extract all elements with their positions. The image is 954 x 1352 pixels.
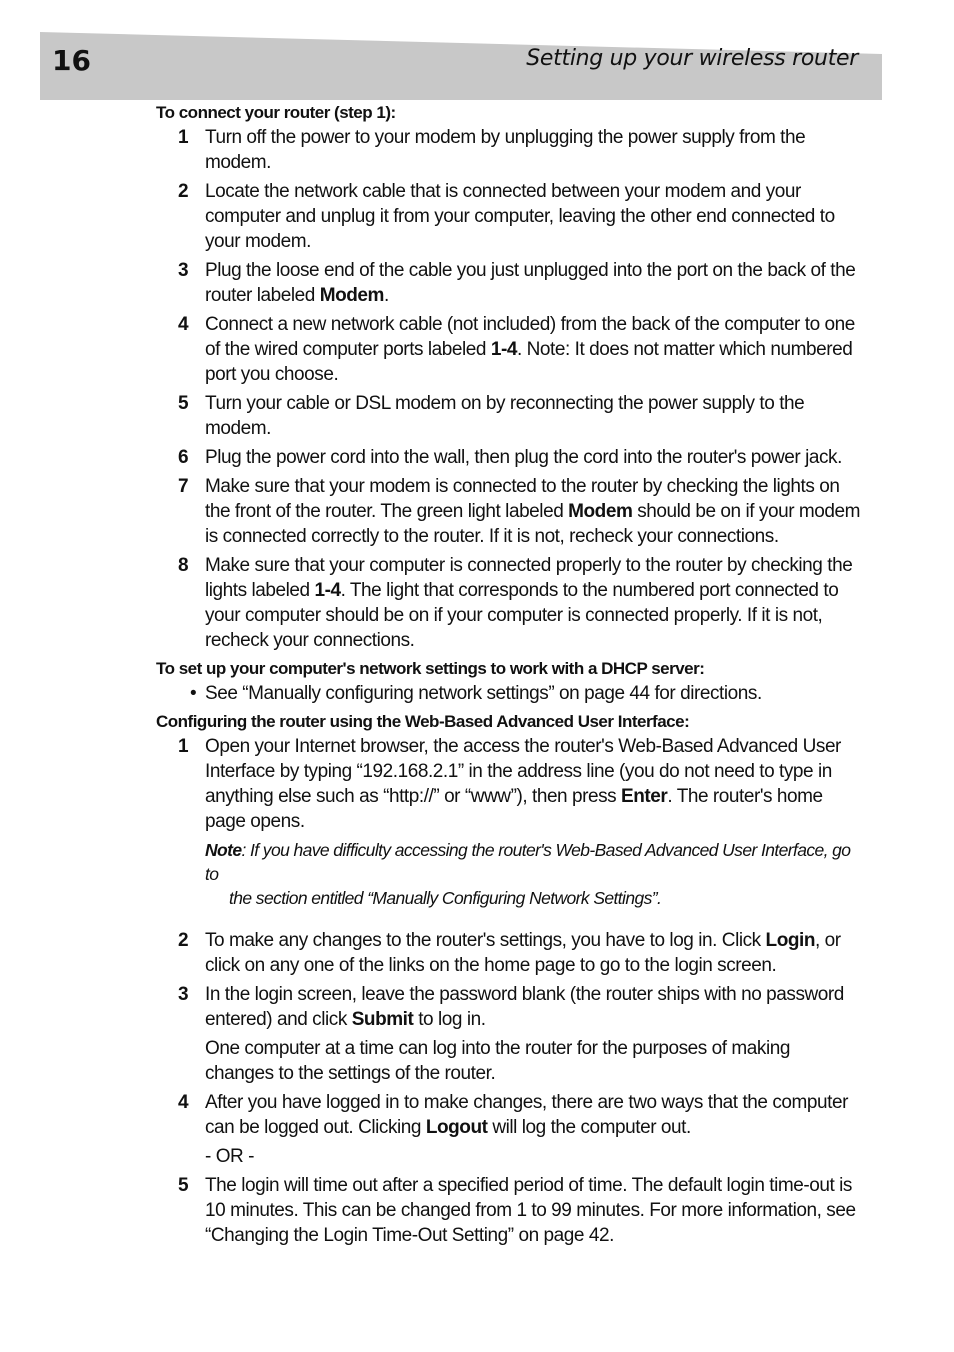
step-text: Make sure that your computer is connected properly to the router by checking the lights labeled <box>205 555 853 601</box>
step-text-end: . Note: It does not matter which numbered port you choose. <box>205 339 853 385</box>
note-block <box>156 838 860 910</box>
step-bold-term: Logout <box>425 1117 488 1138</box>
configure-step <box>156 1090 860 1140</box>
configure-step <box>156 928 860 978</box>
step-bold-term: Enter <box>621 786 668 807</box>
step-bold-term: Modem <box>319 285 384 306</box>
note-text: : If you have difficulty accessing the router's Web-Based Advanced User Interface, go to <box>205 840 851 884</box>
step-number: 5 <box>178 393 189 414</box>
configure-step <box>156 982 860 1032</box>
step-text: Connect a new network cable (not included) from the back of the computer to one of the wired computer ports labeled <box>205 314 855 360</box>
configure-step <box>156 734 860 834</box>
step-bold-term: 1-4 <box>314 580 341 601</box>
step-number: 3 <box>178 984 189 1005</box>
step-text-end: will log the computer out. <box>487 1117 691 1138</box>
step-text: Turn off the power to your modem by unplugging the power supply from the modem. <box>205 127 806 173</box>
step-text: To make any changes to the router's settings, you have to log in. Click <box>205 930 766 951</box>
section-heading-configure: Configuring the router using the Web-Based Advanced User Interface: <box>156 712 690 731</box>
step-number: 5 <box>178 1175 189 1196</box>
step-bold-term: Modem <box>568 501 633 522</box>
bullet-text: See “Manually configuring network settings” on page 44 for directions. <box>205 683 762 704</box>
step-text: The login will time out after a specified period of time. The default login time-out is 10 minutes. This can be changed from 1 to 99 minutes. For more information, see “Changing the Login Time-Out Setting” on page 42. <box>205 1175 856 1246</box>
step-text: Make sure that your modem is connected to the router by checking the lights on the front of the router. The green light labeled <box>205 476 840 522</box>
connect-step <box>156 553 860 653</box>
step-number: 6 <box>178 447 189 468</box>
step-text: In the login screen, leave the password blank (the router ships with no password entered) and click <box>205 984 844 1030</box>
section-heading-connect: To connect your router (step 1): <box>156 103 396 122</box>
step-text-end: should be on if your modem is connected correctly to the router. If it is not, recheck your connections. <box>205 501 861 547</box>
step-text: Turn your cable or DSL modem on by reconnecting the power supply to the modem. <box>205 393 805 439</box>
step-number: 8 <box>178 555 189 576</box>
section-heading-dhcp: To set up your computer's network settings to work with a DHCP server: <box>156 659 705 678</box>
step-text-end: , or click on any one of the links on the home page to go to the login screen. <box>205 930 841 976</box>
step-number: 1 <box>178 127 189 148</box>
step-number: 7 <box>178 476 189 497</box>
note-label: Note <box>205 840 242 860</box>
bullet-glyph: • <box>190 683 197 704</box>
configure-step <box>156 1173 860 1248</box>
step-text: Plug the loose end of the cable you just unplugged into the port on the back of the router labeled <box>205 260 856 306</box>
step-text: Plug the power cord into the wall, then plug the cord into the router's power jack. <box>205 447 842 468</box>
step-number: 3 <box>178 260 189 281</box>
connect-step <box>156 445 860 470</box>
connect-step <box>156 179 860 254</box>
dhcp-bullet-item <box>156 681 860 706</box>
step-number: 2 <box>178 181 189 202</box>
step-text: After you have logged in to make changes, there are two ways that the computer can be logged out. Clicking <box>205 1092 848 1138</box>
step-number: 1 <box>178 736 189 757</box>
page-content <box>156 101 860 1252</box>
step-number: 4 <box>178 1092 189 1113</box>
connect-step <box>156 312 860 387</box>
step-text-end: . The router's home page opens. <box>205 786 823 832</box>
step-bold-term: Submit <box>351 1009 414 1030</box>
step-text-end: . <box>383 285 389 306</box>
page-number: 16 <box>52 44 91 77</box>
step-text: Locate the network cable that is connected between your modem and your computer and unplug it from your computer, leaving the other end connected to your modem. <box>205 181 835 252</box>
step-bold-term: 1-4 <box>490 339 517 360</box>
step-number: 2 <box>178 930 189 951</box>
connect-step <box>156 258 860 308</box>
step3-paragraph: One computer at a time can log into the router for the purposes of making changes to the settings of the router. <box>205 1038 790 1084</box>
step-text-end: to log in. <box>413 1009 486 1030</box>
step-bold-term: Login <box>765 930 815 951</box>
note-text-continued: the section entitled “Manually Configuring Network Settings”. <box>229 888 662 908</box>
connect-step <box>156 391 860 441</box>
or-separator: - OR - <box>205 1146 255 1167</box>
step-number: 4 <box>178 314 189 335</box>
running-title: Setting up your wireless router <box>526 46 858 71</box>
step-text-end: . The light that corresponds to the numbered port connected to your computer should be on if your computer is connected properly. If it is not, recheck your connections. <box>205 580 839 651</box>
step-text: Open your Internet browser, the access the router's Web-Based Advanced User Interface by typing “192.168.2.1” in the address line (you do not need to type in anything else such as “http://” or “www”), then press <box>205 736 841 807</box>
connect-step <box>156 474 860 549</box>
connect-step <box>156 125 860 175</box>
